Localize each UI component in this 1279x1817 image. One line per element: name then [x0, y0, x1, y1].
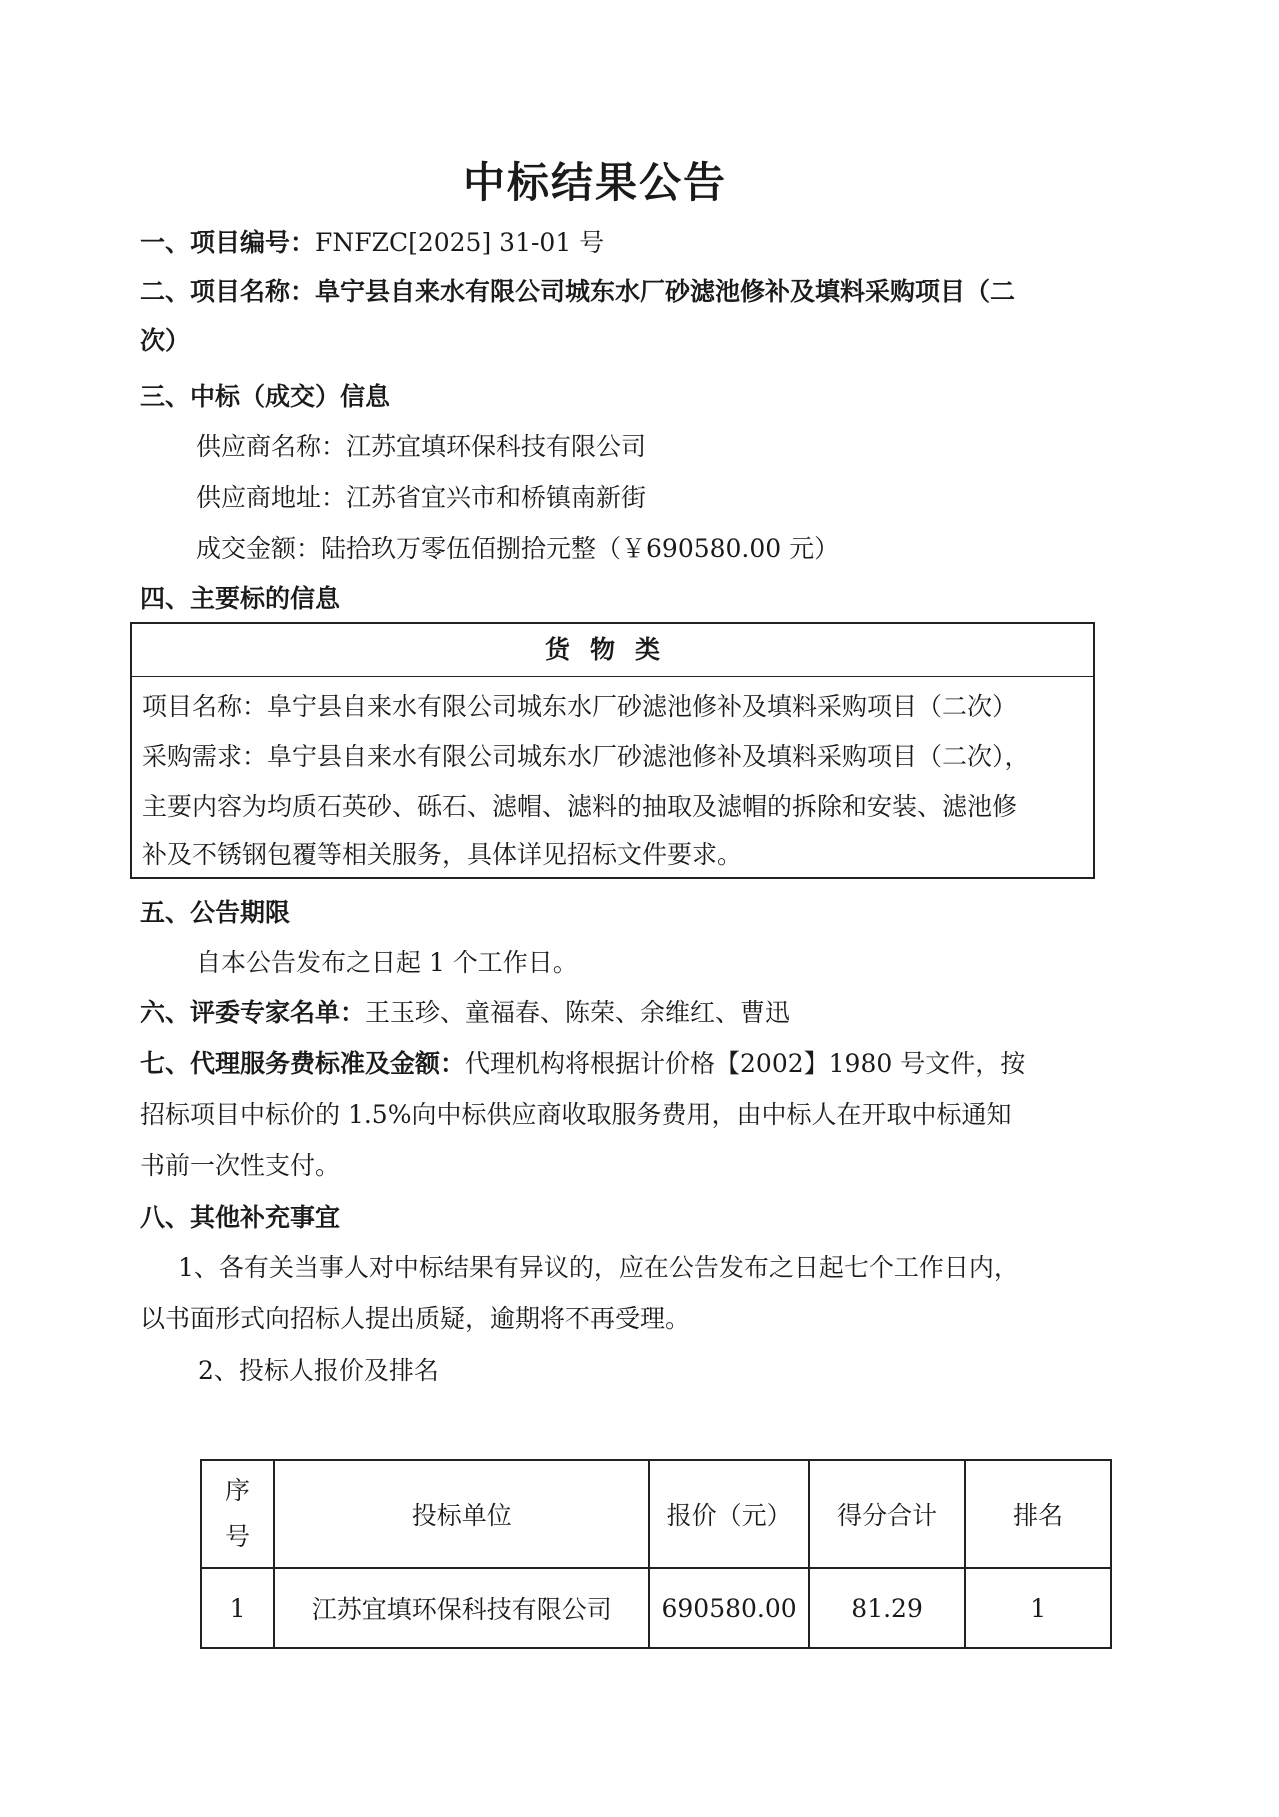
cell-score: 81.29: [809, 1568, 965, 1648]
agency-fee-value: 代理机构将根据计价格【2002】1980 号文件，按: [465, 1049, 1026, 1078]
project-name-value: 阜宁县自来水有限公司城东水厂砂滤池修补及填料采购项目（二: [315, 277, 1016, 306]
cell-index: 1: [201, 1568, 274, 1648]
notice-period-heading: 五、公告期限: [140, 898, 291, 927]
cell-price: 690580.00: [649, 1568, 809, 1648]
page-title: 中标结果公告: [462, 158, 727, 207]
header-bidder: 投标单位: [274, 1460, 649, 1568]
objection-line-2: 以书面形式向招标人提出质疑，逾期将不再受理。: [140, 1304, 691, 1333]
goods-project-name: 项目名称：阜宁县自来水有限公司城东水厂砂滤池修补及填料采购项目（二次）: [142, 692, 1018, 721]
header-price: 报价（元）: [649, 1460, 809, 1568]
agency-fee-label: 七、代理服务费标准及金额：: [140, 1049, 466, 1078]
project-number-label: 一、项目编号：: [140, 228, 316, 257]
project-name-continued: 次）: [140, 326, 191, 355]
bid-ranking-table: [200, 1459, 1112, 1649]
agency-fee-line-3: 书前一次性支付。: [140, 1151, 341, 1180]
ranking-caption: 2、投标人报价及排名: [198, 1356, 439, 1385]
goods-demand-line-2: 主要内容为均质石英砂、砾石、滤帽、滤料的抽取及滤帽的拆除和安装、滤池修: [142, 792, 1018, 821]
header-index-char-2: 号: [225, 1522, 251, 1551]
goods-demand-line-1: 采购需求：阜宁县自来水有限公司城东水厂砂滤池修补及填料采购项目（二次），: [142, 742, 1030, 771]
agency-fee-line: [140, 1049, 1025, 1079]
supplier-name: 供应商名称：江苏宜填环保科技有限公司: [196, 432, 647, 461]
cell-bidder: 江苏宜填环保科技有限公司: [274, 1568, 649, 1648]
notice-period-text: 自本公告发布之日起 1 个工作日。: [196, 948, 578, 977]
goods-demand-line-3: 补及不锈钢包覆等相关服务，具体详见招标文件要求。: [142, 840, 743, 869]
project-number-value: FNFZC[2025] 31-01 号: [315, 228, 605, 257]
header-index-char-1: 序: [225, 1476, 251, 1505]
cell-rank: 1: [965, 1568, 1111, 1648]
table-header-row: [201, 1460, 1111, 1568]
agency-fee-line-2: 招标项目中标价的 1.5%向中标供应商收取服务费用，由中标人在开取中标通知: [140, 1100, 1012, 1129]
goods-info-box: [130, 622, 1095, 879]
experts-line: [140, 998, 790, 1028]
table-row: [201, 1568, 1111, 1648]
project-name-label: 二、项目名称：: [140, 277, 316, 306]
main-subject-heading: 四、主要标的信息: [140, 584, 341, 613]
experts-label: 六、评委专家名单：: [140, 998, 366, 1027]
supplier-address: 供应商地址：江苏省宜兴市和桥镇南新街: [196, 483, 647, 512]
header-score: 得分合计: [809, 1460, 965, 1568]
award-amount: 成交金额：陆拾玖万零伍佰捌拾元整（￥690580.00 元）: [196, 534, 840, 563]
header-index: [201, 1460, 274, 1568]
experts-value: 王玉珍、童福春、陈荣、余维红、曹迅: [365, 998, 791, 1027]
award-info-heading: 三、中标（成交）信息: [140, 382, 391, 411]
goods-box-header: 货物类: [132, 624, 1093, 677]
project-number-line: [140, 228, 604, 258]
objection-line-1: 1、各有关当事人对中标结果有异议的，应在公告发布之日起七个工作日内，: [178, 1253, 1019, 1282]
header-rank: 排名: [965, 1460, 1111, 1568]
other-matters-heading: 八、其他补充事宜: [140, 1203, 341, 1232]
project-name-line: [140, 277, 1015, 307]
